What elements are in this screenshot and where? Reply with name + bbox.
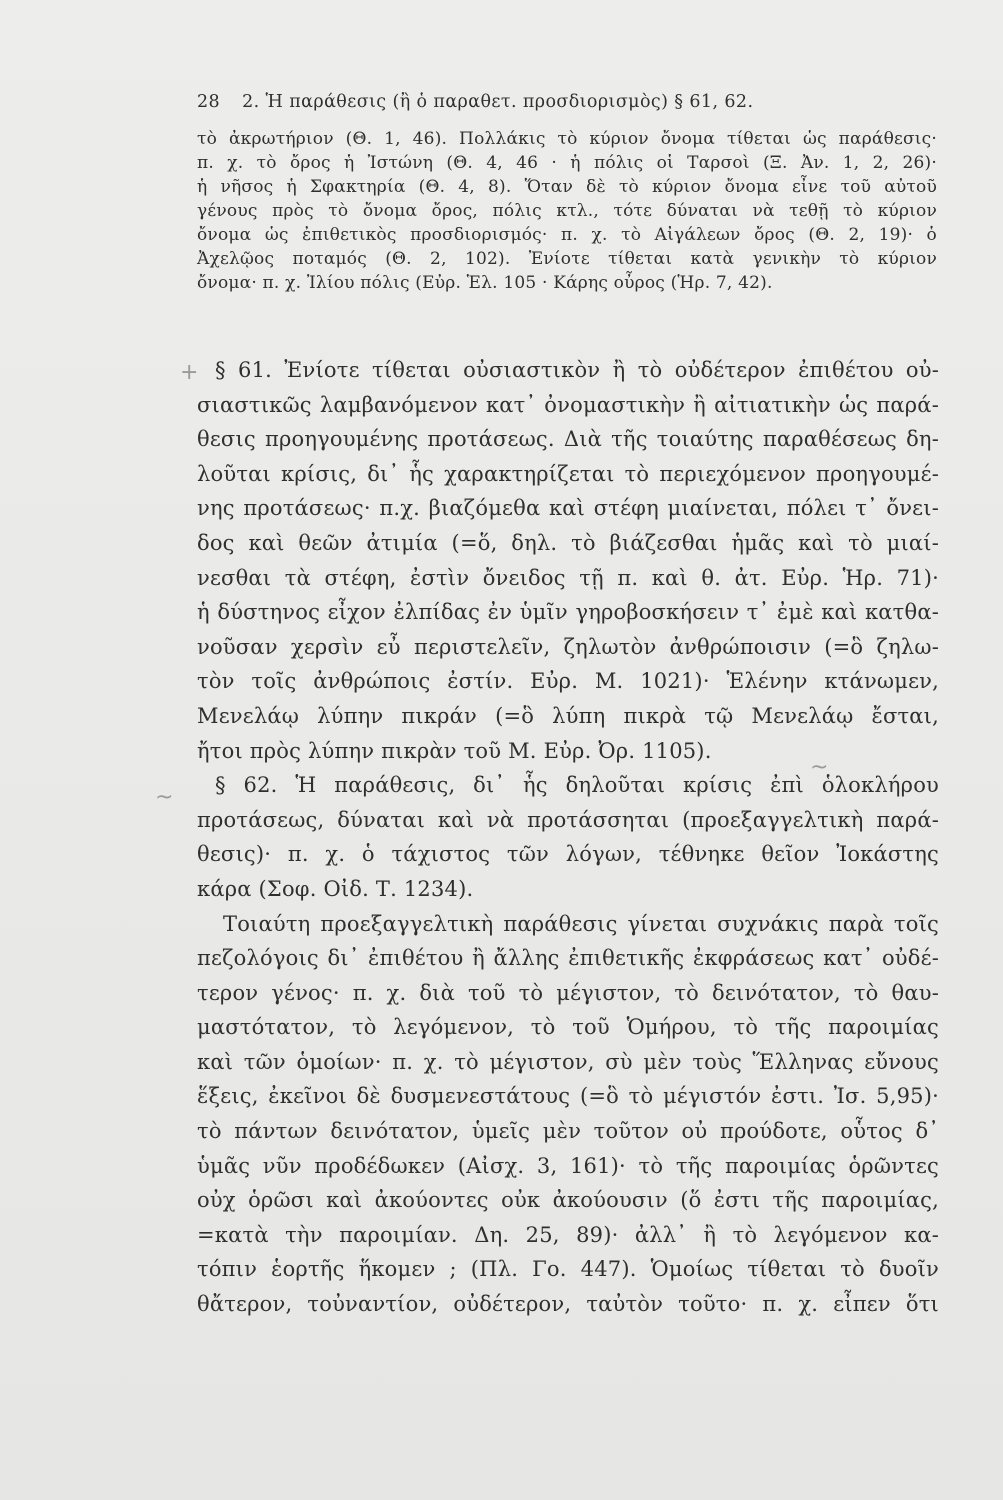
footnote-continuation: [197, 127, 937, 295]
text-line: καὶ τῶν ὁμοίων· π. χ. τὸ μέγιστον, σὺ μὲν τοὺς Ἕλληνας εὔνους: [197, 1049, 939, 1074]
text-line: γένους πρὸς τὸ ὄνομα ὄρος, πόλις κτλ., τότε δύναται νὰ τεθῇ τὸ κύριον: [197, 201, 937, 221]
page-number: 28: [197, 92, 221, 112]
text-line: πεζολόγοις δι᾽ ἐπιθέτου ἢ ἄλλης ἐπιθετικῆς ἐκφράσεως κατ᾽ οὐδέ-: [197, 946, 939, 971]
text-line: νης προτάσεως· π.χ. βιαζόμεθα καὶ στέφη μιαίνεται, πόλει τ᾽ ὄνει-: [197, 496, 939, 521]
running-title: 2. Ἡ παράθεσις (ἢ ὁ παραθετ. προσδιορισμὸς) § 61, 62.: [242, 92, 754, 112]
text-line: τὸ ἀκρωτήριον (Θ. 1, 46). Πολλάκις τὸ κύριον ὄνομα τίθεται ὡς παράθεσις·: [197, 129, 937, 149]
text-line: ἡ νῆσος ἡ Σφακτηρία (Θ. 4, 8). Ὅταν δὲ τὸ κύριον ὄνομα εἶνε τοῦ αὐτοῦ: [197, 177, 937, 197]
text-line: ἤτοι πρὸς λύπην πικρὰν τοῦ Μ. Εὐρ. Ὀρ. 1105).: [197, 738, 712, 763]
text-line: νοῦσαν χερσὶν εὖ περιστελεῖν, ζηλωτὸν ἀνθρώποισιν (=ὃ ζηλω-: [197, 634, 939, 659]
text-line: τὸν τοῖς ἀνθρώποις ἐστίν. Εὐρ. Μ. 1021)· Ἑλένην κτάνωμεν,: [197, 669, 939, 694]
text-line: ὄνομα· π. χ. Ἰλίου πόλις (Εὐρ. Ἑλ. 105 · Κάρης οὖρος (Ἡρ. 7, 42).: [197, 273, 773, 293]
text-line: Ἀχελῷος ποταμός (Θ. 2, 102). Ἐνίοτε τίθεται κατὰ γενικὴν τὸ κύριον: [197, 249, 937, 269]
text-line: μαστότατον, τὸ λεγόμενον, τὸ τοῦ Ὁμήρου, τὸ τῆς παροιμίας: [197, 1015, 939, 1040]
section-62-start: § 62. Ἡ παράθεσις, δι᾽ ἧς δηλοῦται κρίσις ἐπὶ ὁλοκλήρου: [215, 773, 939, 798]
text-line: ὄνομα ὡς ἐπιθετικὸς προσδιορισμός· π. χ. τὸ Αἰγάλεων ὄρος (Θ. 2, 19)· ὁ: [197, 225, 937, 245]
text-line: ὑμᾶς νῦν προδέδωκεν (Αἰσχ. 3, 161)· τὸ τῆς παροιμίας ὁρῶντες: [197, 1153, 939, 1178]
text-line: κάρα (Σοφ. Οἰδ. Τ. 1234).: [197, 876, 474, 901]
body-text: [197, 353, 939, 1322]
text-line: τερον γένος· π. χ. διὰ τοῦ τὸ μέγιστον, τὸ δεινότατον, τὸ θαυ-: [197, 980, 939, 1005]
text-line: θἄτερον, τοὐναντίον, οὐδέτερον, ταὐτὸν τοῦτο· π. χ. εἶπεν ὅτι: [197, 1292, 939, 1317]
text-line: σιαστικῶς λαμβανόμενον κατ᾽ ὀνομαστικὴν ἢ αἰτιατικὴν ὡς παρά-: [197, 392, 939, 417]
text-line: Μενελάῳ λύπην πικράν (=ὃ λύπη πικρὰ τῷ Μενελάῳ ἔσται,: [197, 703, 939, 728]
text-line: προτάσεως, δύναται καὶ νὰ προτάσσηται (προεξαγγελτικὴ παρά-: [197, 807, 939, 832]
margin-pencil-mark: ~: [810, 755, 829, 780]
text-line: νεσθαι τὰ στέφη, ἐστὶν ὄνειδος τῇ π. καὶ θ. ἀτ. Εὐρ. Ἡρ. 71)·: [197, 565, 939, 590]
margin-cross-mark: +: [180, 360, 199, 385]
text-line: δος καὶ θεῶν ἀτιμία (=ὅ, δηλ. τὸ βιάζεσθαι ἡμᾶς καὶ τὸ μιαί-: [197, 530, 939, 555]
text-line: ἡ δύστηνος εἶχον ἐλπίδας ἐν ὑμῖν γηροβοσκήσειν τ᾽ ἐμὲ καὶ κατθα-: [197, 600, 939, 625]
text-line: τὸ πάντων δεινότατον, ὑμεῖς μὲν τοῦτον οὐ προύδοτε, οὗτος δ᾽: [197, 1119, 939, 1144]
running-header: [197, 92, 847, 112]
section-61-start: § 61. Ἐνίοτε τίθεται οὐσιαστικὸν ἢ τὸ οὐδέτερον ἐπιθέτου οὐ-: [215, 358, 939, 382]
text-line: =κατὰ τὴν παροιμίαν. Δη. 25, 89)· ἀλλ᾽ ἢ τὸ λεγόμενον κα-: [197, 1222, 939, 1247]
text-line: ἕξεις, ἐκεῖνοι δὲ δυσμενεστάτους (=ὃ τὸ μέγιστόν ἐστι. Ἰσ. 5,95)·: [197, 1084, 939, 1109]
text-line: οὐχ ὁρῶσι καὶ ἀκούοντες οὐκ ἀκούουσιν (ὅ ἐστι τῆς παροιμίας,: [197, 1188, 939, 1213]
margin-pencil-mark: ~: [155, 785, 174, 810]
paragraph-start: Τοιαύτη προεξαγγελτικὴ παράθεσις γίνεται συχνάκις παρὰ τοῖς: [223, 911, 939, 936]
text-line: θεσις προηγουμένης προτάσεως. Διὰ τῆς τοιαύτης παραθέσεως δη-: [197, 427, 939, 452]
text-line: π. χ. τὸ ὄρος ἡ Ἰστώνη (Θ. 4, 46 · ἡ πόλις οἱ Ταρσοὶ (Ξ. Ἀν. 1, 2, 26)·: [197, 153, 937, 173]
text-line: θεσις)· π. χ. ὁ τάχιστος τῶν λόγων, τέθνηκε θεῖον Ἰοκάστης: [197, 842, 939, 867]
text-line: τόπιν ἑορτῆς ἥκομεν ; (Πλ. Γο. 447). Ὁμοίως τίθεται τὸ δυοῖν: [197, 1257, 939, 1282]
text-line: λοῦται κρίσις, δι᾽ ἧς χαρακτηρίζεται τὸ περιεχόμενον προηγουμέ-: [197, 461, 939, 486]
